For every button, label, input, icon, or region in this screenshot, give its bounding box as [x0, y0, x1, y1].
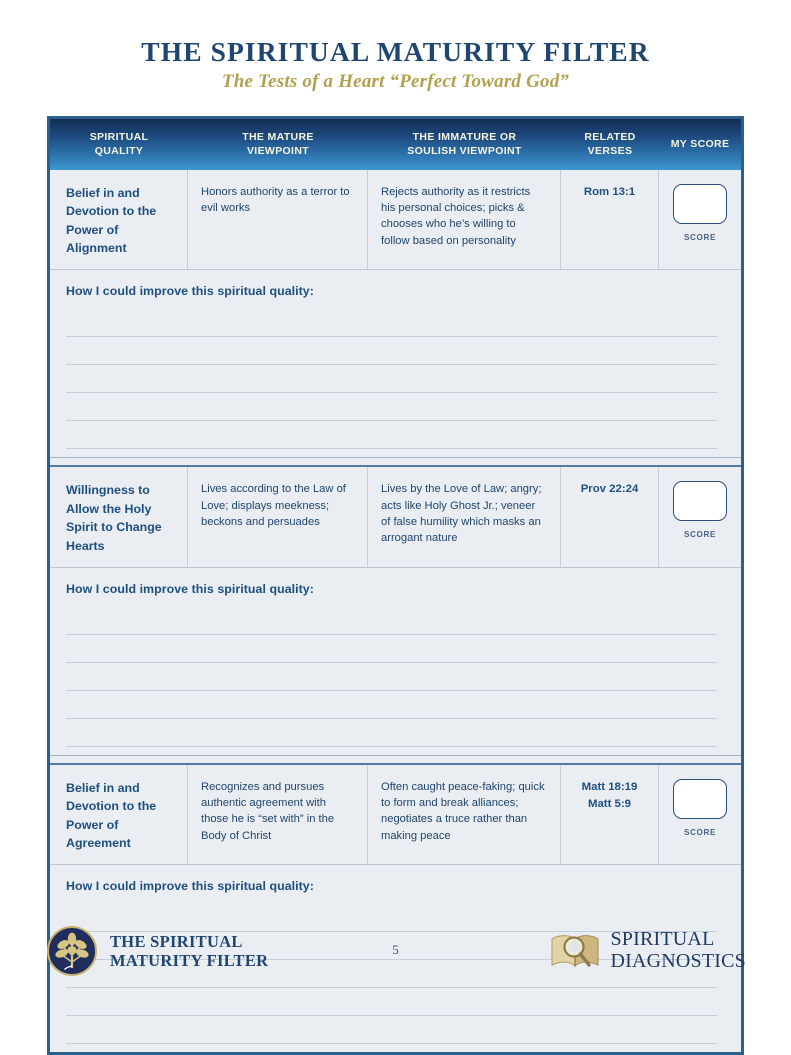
- page-number: 5: [392, 942, 399, 957]
- column-header-line2: SOULISH VIEWPOINT: [407, 144, 522, 157]
- column-header-spiritual-quality: [50, 119, 188, 170]
- column-header-my-score: [659, 119, 741, 170]
- cell-immature-viewpoint: Often caught peace-faking; quick to form and break alliances; negotiates a truce rather than making peace: [368, 765, 561, 864]
- page-title: THE SPIRITUAL MATURITY FILTER: [141, 36, 650, 67]
- page-footer: [0, 920, 791, 1000]
- cell-spiritual-quality: Belief in and Devotion to the Power of Agreement: [50, 765, 188, 864]
- write-line[interactable]: [66, 337, 717, 365]
- smf-logo-line2: MATURITY FILTER: [110, 951, 269, 970]
- table-header-row: [50, 119, 741, 170]
- cell-mature-viewpoint: Lives according to the Law of Love; displays meekness; beckons and persuades: [188, 467, 368, 566]
- improve-prompt: How I could improve this spiritual quality:: [66, 879, 314, 894]
- column-header-immature-viewpoint: [368, 119, 561, 170]
- column-header-related-verses: [561, 119, 659, 170]
- column-header-mature-viewpoint: [188, 119, 368, 170]
- score-caption: SCORE: [683, 827, 717, 837]
- write-line[interactable]: [66, 309, 717, 337]
- cell-related-verses: Matt 18:19 Matt 5:9: [561, 765, 659, 864]
- column-header-line1: MY SCORE: [670, 137, 730, 150]
- sd-logo-line1: SPIRITUAL: [610, 928, 715, 951]
- page-subtitle: The Tests of a Heart “Perfect Toward God”: [221, 70, 570, 92]
- write-line[interactable]: [66, 607, 717, 635]
- write-line[interactable]: [66, 719, 717, 747]
- write-line[interactable]: [66, 635, 717, 663]
- cell-immature-viewpoint: Rejects authority as it restricts his personal choices; picks & chooses who he’s willing to follow based on personality: [368, 170, 561, 269]
- spiritual-diagnostics-logo: [548, 928, 746, 974]
- write-line[interactable]: [66, 393, 717, 421]
- column-header-line1: SPIRITUAL: [89, 131, 149, 144]
- score-caption: SCORE: [683, 233, 717, 242]
- cell-my-score: [659, 765, 741, 864]
- open-book-icon: [548, 928, 604, 974]
- write-line[interactable]: [66, 365, 717, 393]
- cell-immature-viewpoint: Lives by the Love of Law; angry; acts like Holy Ghost Jr.; veneer of false humility which masks an arrogant nature: [368, 467, 561, 566]
- cell-mature-viewpoint: Honors authority as a terror to evil works: [188, 170, 368, 269]
- cell-related-verses: Rom 13:1: [561, 170, 659, 269]
- cell-my-score: [659, 170, 741, 269]
- cell-mature-viewpoint: Recognizes and pursues authentic agreement with those he is “set with” in the Body of Christ: [188, 765, 368, 864]
- column-header-line1: THE IMMATURE OR: [412, 131, 517, 144]
- book-magnifier-icon: [548, 928, 604, 974]
- column-header-line1: RELATED: [584, 131, 636, 144]
- smf-logo-line1: THE SPIRITUAL: [110, 931, 243, 951]
- group-divider: [50, 755, 741, 765]
- score-input-box[interactable]: [673, 779, 727, 819]
- table-row: [50, 765, 741, 865]
- page-header: [0, 38, 791, 93]
- score-input-box[interactable]: [673, 481, 727, 521]
- improve-notes-section: [50, 270, 741, 457]
- column-header-line1: THE MATURE: [242, 131, 314, 144]
- table-row: [50, 170, 741, 270]
- sd-logo-line2: DIAGNOSTICS: [610, 950, 746, 972]
- write-line[interactable]: [66, 1016, 717, 1044]
- write-line[interactable]: [66, 421, 717, 449]
- cell-spiritual-quality: Willingness to Allow the Holy Spirit to Change Hearts: [50, 467, 188, 566]
- improve-prompt: How I could improve this spiritual quality:: [66, 581, 314, 596]
- cell-spiritual-quality: Belief in and Devotion to the Power of Alignment: [50, 170, 188, 269]
- score-input-box[interactable]: [673, 184, 727, 224]
- cell-related-verses: Prov 22:24: [561, 467, 659, 566]
- column-header-line2: VIEWPOINT: [246, 144, 310, 157]
- cell-my-score: [659, 467, 741, 566]
- write-line[interactable]: [66, 663, 717, 691]
- column-header-line2: VERSES: [587, 144, 633, 157]
- table-row: [50, 467, 741, 567]
- write-line[interactable]: [66, 691, 717, 719]
- maturity-filter-table: [47, 116, 744, 1055]
- improve-notes-section: [50, 568, 741, 755]
- score-caption: SCORE: [683, 530, 717, 540]
- spiritual-diagnostics-text: [610, 929, 746, 972]
- improve-prompt: How I could improve this spiritual quality:: [66, 284, 314, 299]
- group-divider: [50, 457, 741, 467]
- column-header-line2: QUALITY: [94, 144, 144, 157]
